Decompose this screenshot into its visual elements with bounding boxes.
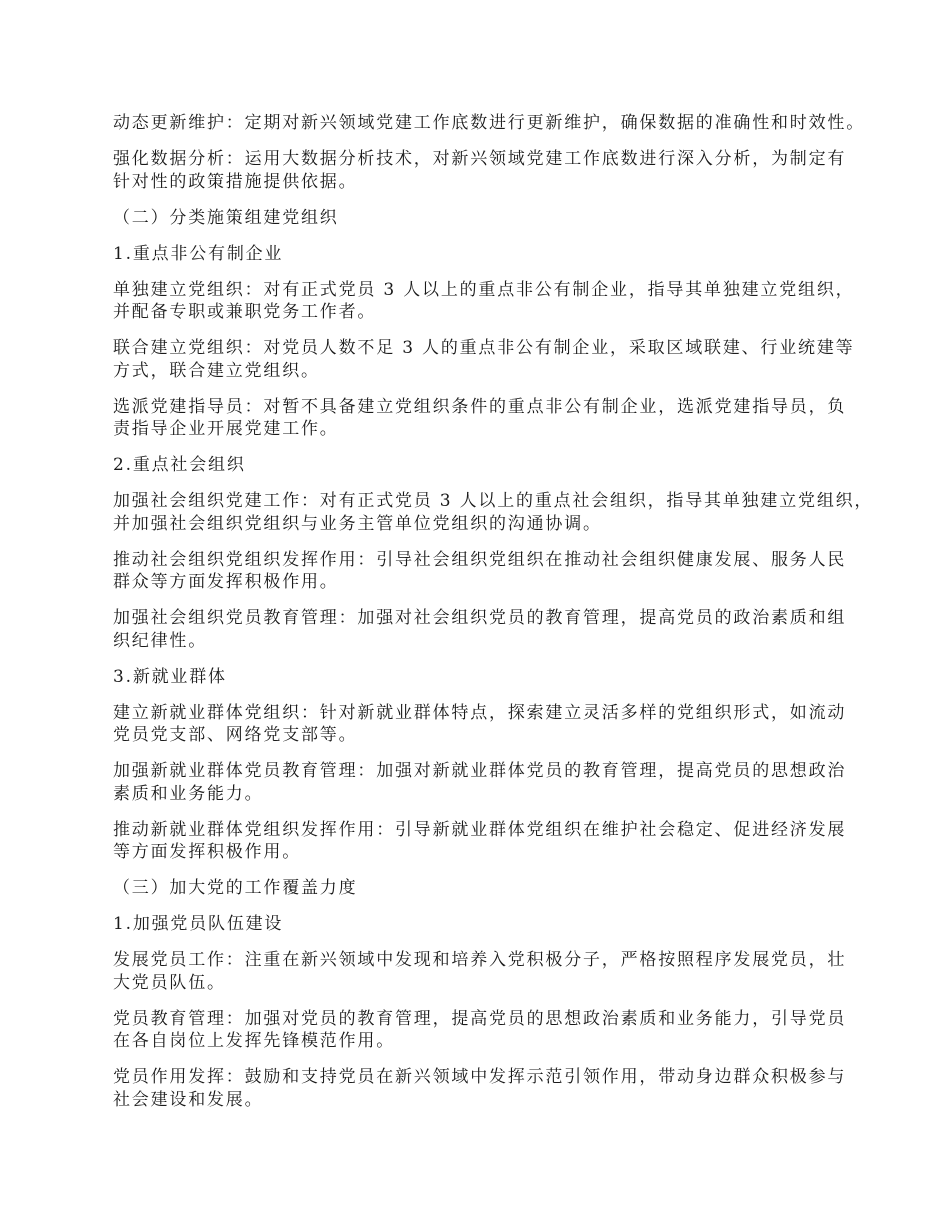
text-line: 发展党员工作：注重在新兴领域中发现和培养入党积极分子，严格按照程序发展党员，壮 (113, 950, 847, 970)
document-page (113, 112, 873, 1125)
text-line: 等方面发挥积极作用。 (113, 842, 301, 862)
body-paragraph (113, 819, 873, 864)
body-paragraph (113, 607, 873, 652)
body-paragraph (113, 490, 873, 535)
text-line: 党员教育管理：加强对党员的教育管理，提高党员的思想政治素质和业务能力，引导党员 (113, 1008, 847, 1029)
body-paragraph (113, 148, 873, 193)
text-line: 联合建立党组织：对党员人数不足 3 人的重点非公有制企业，采取区域联建、行业统建等 (113, 338, 855, 358)
text-line: 党员党支部、网络党支部等。 (113, 725, 358, 745)
section-heading (113, 207, 873, 230)
body-paragraph (113, 396, 873, 441)
text-line: 针对性的政策措施提供依据。 (113, 171, 358, 192)
text-line: 素质和业务能力。 (113, 783, 264, 804)
body-paragraph (113, 1008, 873, 1053)
section-heading (113, 454, 873, 477)
text-line: 加强社会组织党建工作：对有正式党员 3 人以上的重点社会组织，指导其单独建立党组织， (113, 491, 874, 511)
text-line: 并加强社会组织党组织与业务主管单位党组织的沟通协调。 (113, 513, 602, 534)
text-line: 动态更新维护：定期对新兴领域党建工作底数进行更新维护，确保数据的准确性和时效性。 (113, 113, 865, 133)
text-line: 1.加强党员队伍建设 (113, 914, 284, 934)
text-line: 责指导企业开展党建工作。 (113, 419, 339, 439)
text-line: 并配备专职或兼职党务工作者。 (113, 302, 377, 322)
body-paragraph (113, 702, 873, 747)
text-line: 1.重点非公有制企业 (113, 243, 284, 264)
text-line: 单独建立党组织：对有正式党员 3 人以上的重点非公有制企业，指导其单独建立党组织， (113, 279, 855, 300)
body-paragraph (113, 337, 873, 382)
text-line: 推动社会组织党组织发挥作用：引导社会组织党组织在推动社会组织健康发展、服务人民 (113, 549, 847, 570)
text-line: 加强新就业群体党员教育管理：加强对新就业群体党员的教育管理，提高党员的思想政治 (113, 761, 847, 781)
text-line: 群众等方面发挥积极作用。 (113, 572, 339, 592)
section-heading (113, 666, 873, 689)
text-line: 党员作用发挥：鼓励和支持党员在新兴领域中发挥示范引领作用，带动身边群众积极参与 (113, 1067, 847, 1087)
text-line: 3.新就业群体 (113, 666, 227, 687)
text-line: 大党员队伍。 (113, 972, 226, 993)
body-paragraph (113, 279, 873, 324)
section-heading (113, 243, 873, 266)
body-paragraph (113, 549, 873, 594)
body-paragraph (113, 949, 873, 994)
body-paragraph (113, 1066, 873, 1111)
text-line: 建立新就业群体党组织：针对新就业群体特点，探索建立灵活多样的党组织形式，如流动 (113, 702, 847, 723)
text-line: （二）分类施策组建党组织 (113, 207, 339, 228)
text-line: 2.重点社会组织 (113, 455, 246, 475)
section-heading (113, 913, 873, 936)
text-line: 方式，联合建立党组织。 (113, 360, 320, 381)
text-line: 选派党建指导员：对暂不具备建立党组织条件的重点非公有制企业，选派党建指导员，负 (113, 396, 847, 417)
text-line: 织纪律性。 (113, 630, 207, 651)
section-heading (113, 877, 873, 900)
text-line: （三）加大党的工作覆盖力度 (113, 878, 358, 898)
text-line: 社会建设和发展。 (113, 1089, 264, 1110)
text-line: 推动新就业群体党组织发挥作用：引导新就业群体党组织在维护社会稳定、促进经济发展 (113, 819, 847, 840)
body-paragraph (113, 112, 873, 135)
text-line: 加强社会组织党员教育管理：加强对社会组织党员的教育管理，提高党员的政治素质和组 (113, 608, 847, 628)
body-paragraph (113, 760, 873, 805)
text-line: 在各自岗位上发挥先锋模范作用。 (113, 1031, 395, 1051)
text-line: 强化数据分析：运用大数据分析技术，对新兴领域党建工作底数进行深入分析，为制定有 (113, 149, 847, 169)
